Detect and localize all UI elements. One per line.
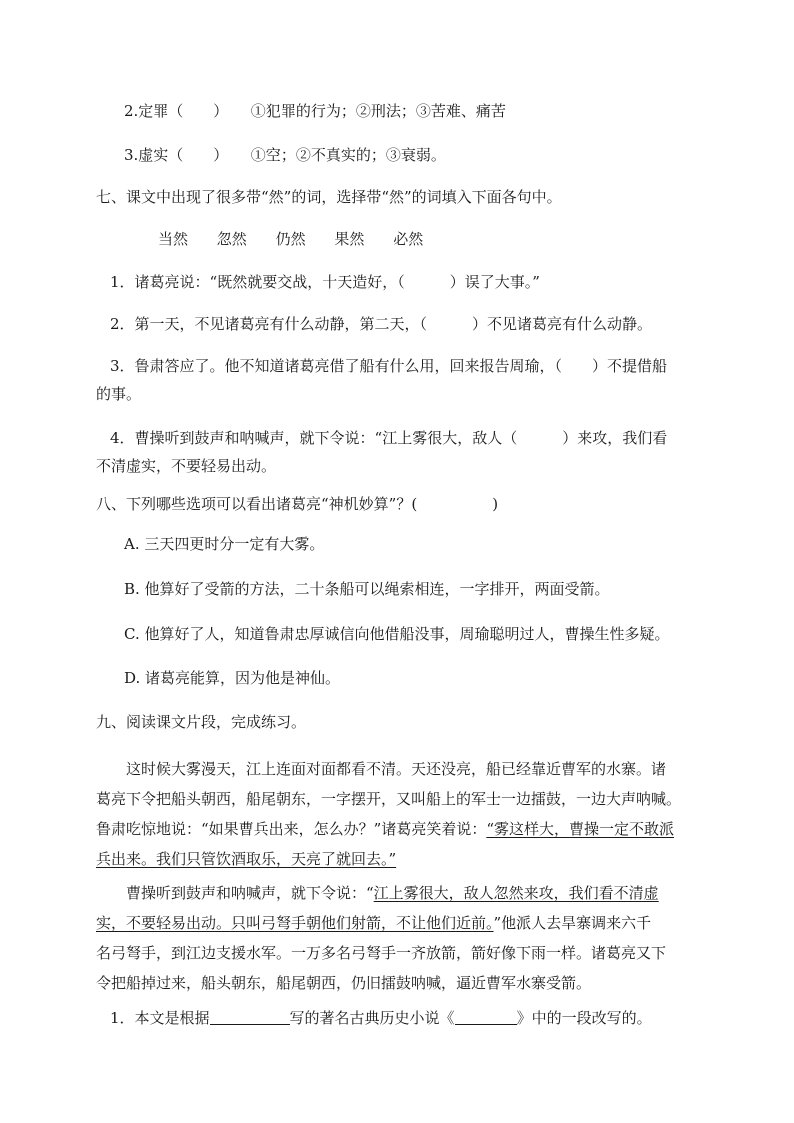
underlined-quote-2: 江上雾很大，敌人忽然来攻，我们看不清虚 (373, 884, 659, 902)
underlined-quote-1: “雾这样大，曹操一定不敢派 (486, 820, 675, 838)
option-b: B. 他算好了受箭的方法，二十条船可以绳索相连，一字排开，两面受箭。 (124, 580, 610, 598)
word-bank (158, 229, 447, 249)
q1-text-b: 写的著名古典历史小说《 (289, 1009, 455, 1027)
passage-2-line-1 (96, 883, 659, 903)
section-9-title: 九、阅读课文片段，完成练习。 (96, 713, 307, 731)
q3-line: 3.虚实（ ） ①空；②不真实的；③衰弱。 (124, 146, 446, 164)
underlined-quote-1-cont: 兵出来。我们只管饮酒取乐，天亮了就回去。” (96, 850, 397, 868)
sec7-sentence-4-cont: 不清虚实，不要轻易出动。 (96, 457, 277, 475)
sec7-sentence-1: 1．诸葛亮说：“既然就要交战，十天造好，（ ）误了大事。” (110, 273, 540, 291)
word-1: 当然 (158, 230, 189, 248)
passage-1-line-3-text: 鲁肃吃惊地说：“如果曹兵出来，怎么办？”诸葛亮笑着说： (96, 820, 487, 838)
passage-1-line-2: 葛亮下令把船头朝西，船尾朝东，一字摆开，又叫船上的军士一边擂鼓，一边大声呐喊。 (96, 790, 682, 808)
q2-line: 2.定罪（ ） ①犯罪的行为；②刑法；③苦难、痛苦 (124, 102, 506, 120)
passage-2-line-3: 名弓弩手，到江边支援水军。一万多名弓弩手一齐放箭，箭好像下雨一样。诸葛亮又下 (96, 944, 667, 962)
q1-text-a: 1．本文是根据 (110, 1009, 210, 1027)
passage-1-line-4 (96, 849, 396, 869)
option-c: C. 他算好了人，知道鲁肃忠厚诚信向他借船没事，周瑜聪明过人，曹操生性多疑。 (124, 625, 670, 643)
word-5: 必然 (393, 230, 424, 248)
option-a: A. 三天四更时分一定有大雾。 (124, 535, 325, 553)
option-d: D. 诸葛亮能算，因为他是神仙。 (124, 669, 341, 687)
passage-2-line-1-text: 曹操听到鼓声和呐喊声，就下令说：“ (96, 884, 374, 902)
passage-2-line-4: 令把船掉过来，船头朝东，船尾朝西，仍旧擂鼓呐喊，逼近曹军水寨受箭。 (96, 974, 592, 992)
q1-text-c: 》中的一段改写的。 (516, 1009, 652, 1027)
novel-title-blank[interactable] (455, 1009, 517, 1025)
passage-2-line-2-text: ”他派人去旱寨调来六千 (493, 914, 652, 932)
passage-1-line-1: 这时候大雾漫天，江上连面对面都看不清。天还没亮，船已经靠近曹军的水寨。诸 (96, 760, 667, 778)
underlined-quote-2-cont: 实，不要轻易出动。只叫弓弩手朝他们射箭，不让他们近前。 (96, 914, 494, 932)
word-3: 仍然 (275, 230, 306, 248)
word-2: 忽然 (216, 230, 247, 248)
sec7-sentence-3-cont: 的事。 (96, 385, 142, 403)
sec9-question-1 (110, 1008, 652, 1028)
section-7-title: 七、课文中出现了很多带“然”的词，选择带“然”的词填入下面各句中。 (96, 188, 562, 206)
passage-1-line-3 (96, 819, 674, 839)
word-4: 果然 (334, 230, 365, 248)
sec7-sentence-2: 2．第一天，不见诸葛亮有什么动静，第二天，（ ）不见诸葛亮有什么动静。 (110, 315, 653, 333)
sec7-sentence-3: 3．鲁肃答应了。他不知道诸葛亮借了船有什么用，回来报告周瑜，（ ）不提借船 (110, 357, 668, 375)
passage-2-line-2 (96, 913, 651, 933)
sec7-sentence-4: 4．曹操听到鼓声和呐喊声，就下令说：“江上雾很大，敌人（ ）来攻，我们看 (110, 429, 668, 447)
author-blank[interactable] (210, 1009, 290, 1025)
section-8-title: 八、下列哪些选项可以看出诸葛亮“神机妙算”？( ) (96, 495, 499, 513)
